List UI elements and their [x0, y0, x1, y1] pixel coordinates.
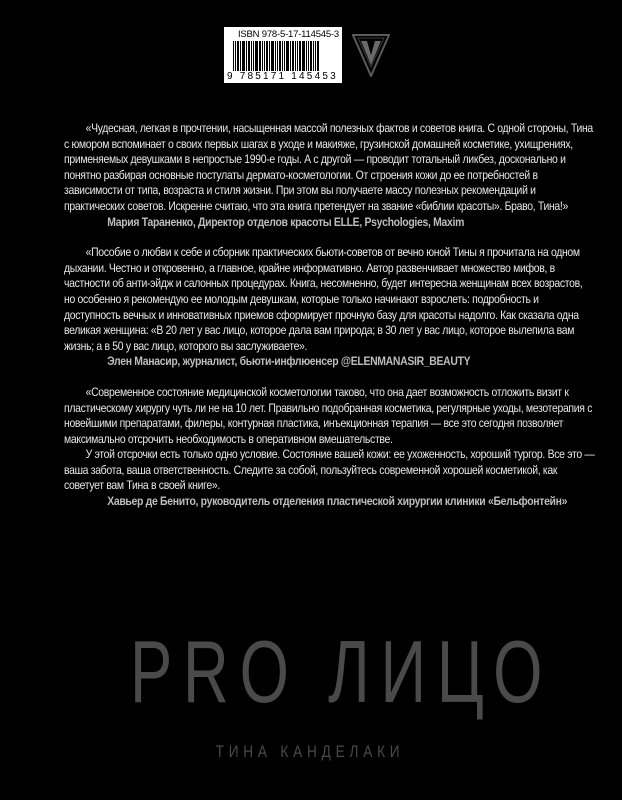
testimonial-taranenko [64, 121, 595, 230]
testimonial-author: Мария Тараненко, Директор отделов красоты ELLE, Psychologies, Maxim [107, 215, 465, 229]
testimonial-text: «Чудесная, легкая в прочтении, насыщенная массой полезных фактов и советов книга. С одной стороны, Тина с юмором вспоминает о своих первых шагах в уходе и макияже, грузинской домашней косметике, ухищрениях, применяемых девушками в непростые 1990-е годы. А с другой — проводит тотальный ликбез, досконально и понятно разбирая основные постулаты дермато-косметологии. От строения кожи до ее потребностей в зависимости от типа, возраста и стиля жизни. При этом вы получаете массу полезных рекомендаций и практических советов. Искренне считаю, что эта книга претендует на звание «библии красоты». Браво, Тина!» [64, 122, 593, 213]
v-triangle-logo-icon [352, 33, 390, 77]
testimonial-author: Элен Манасир, журналист, бьюти-инфлюенсер @ELENMANASIR_BEAUTY [107, 355, 471, 369]
testimonial-text: «Пособие о любви к себе и сборник практических бьюти-советов от вечно юной Тины я прочитала на одном дыхании. Честно и откровенно, а главное, крайне информативно. Автор развенчивает множество мифов, в частности об анти-эйдж и салонных процедурах. Книга, несомненно, будет интересна женщинам всех возрастов, но особенно я рекомендую ее молодым девушкам, которые только начинают взрослеть: подробность и доступность вечных и инновативных приемов сформирует прочную базу для красоты надолго. Как сказала одна великая женщина: «В 20 лет у вас лицо, которое дала вам природа; в 30 лет у вас лицо, которое вылепила вам жизнь; а в 50 у вас лицо, которого вы заслуживаете». [64, 246, 583, 353]
isbn-label: ISBN 978-5-17-114545-3 [237, 29, 339, 40]
testimonials [64, 121, 595, 525]
testimonial-text: У этой отсрочки есть только одно условие. Состояние вашей кожи: ее ухоженность, хороший тургор. Все это — ваша забота, ваша ответственность. Следите за собой, пользуйтесь современной хорошей косметикой, как советует вам Тина в своей книге». [64, 448, 595, 493]
book-title: PRO ЛИЦО [130, 622, 554, 721]
testimonial-benito [64, 385, 595, 510]
barcode-digits: 9 785171 145453 [227, 71, 338, 82]
testimonial-manasir [64, 245, 595, 370]
isbn-barcode [224, 27, 342, 83]
testimonial-text: «Современное состояние медицинской косметологии таково, что она дает возможность отложить визит к пластическому хирургу чуть ли не на 10 лет. Правильно подобранная косметика, регулярные уходы, мезотерапия с новейшими препаратами, филеры, контурная пластика, инъекционная терапия — все это сегодня позволяет максимально отсрочить необходимость в оперативном вмешательстве. [64, 385, 593, 446]
book-author: ТИНА КАНДЕЛАКИ [215, 742, 405, 761]
testimonial-author: Хавьер де Бенито, руководитель отделения пластической хирургии клиники «Бельфонтейн» [107, 495, 568, 509]
barcode-bars [233, 41, 339, 71]
